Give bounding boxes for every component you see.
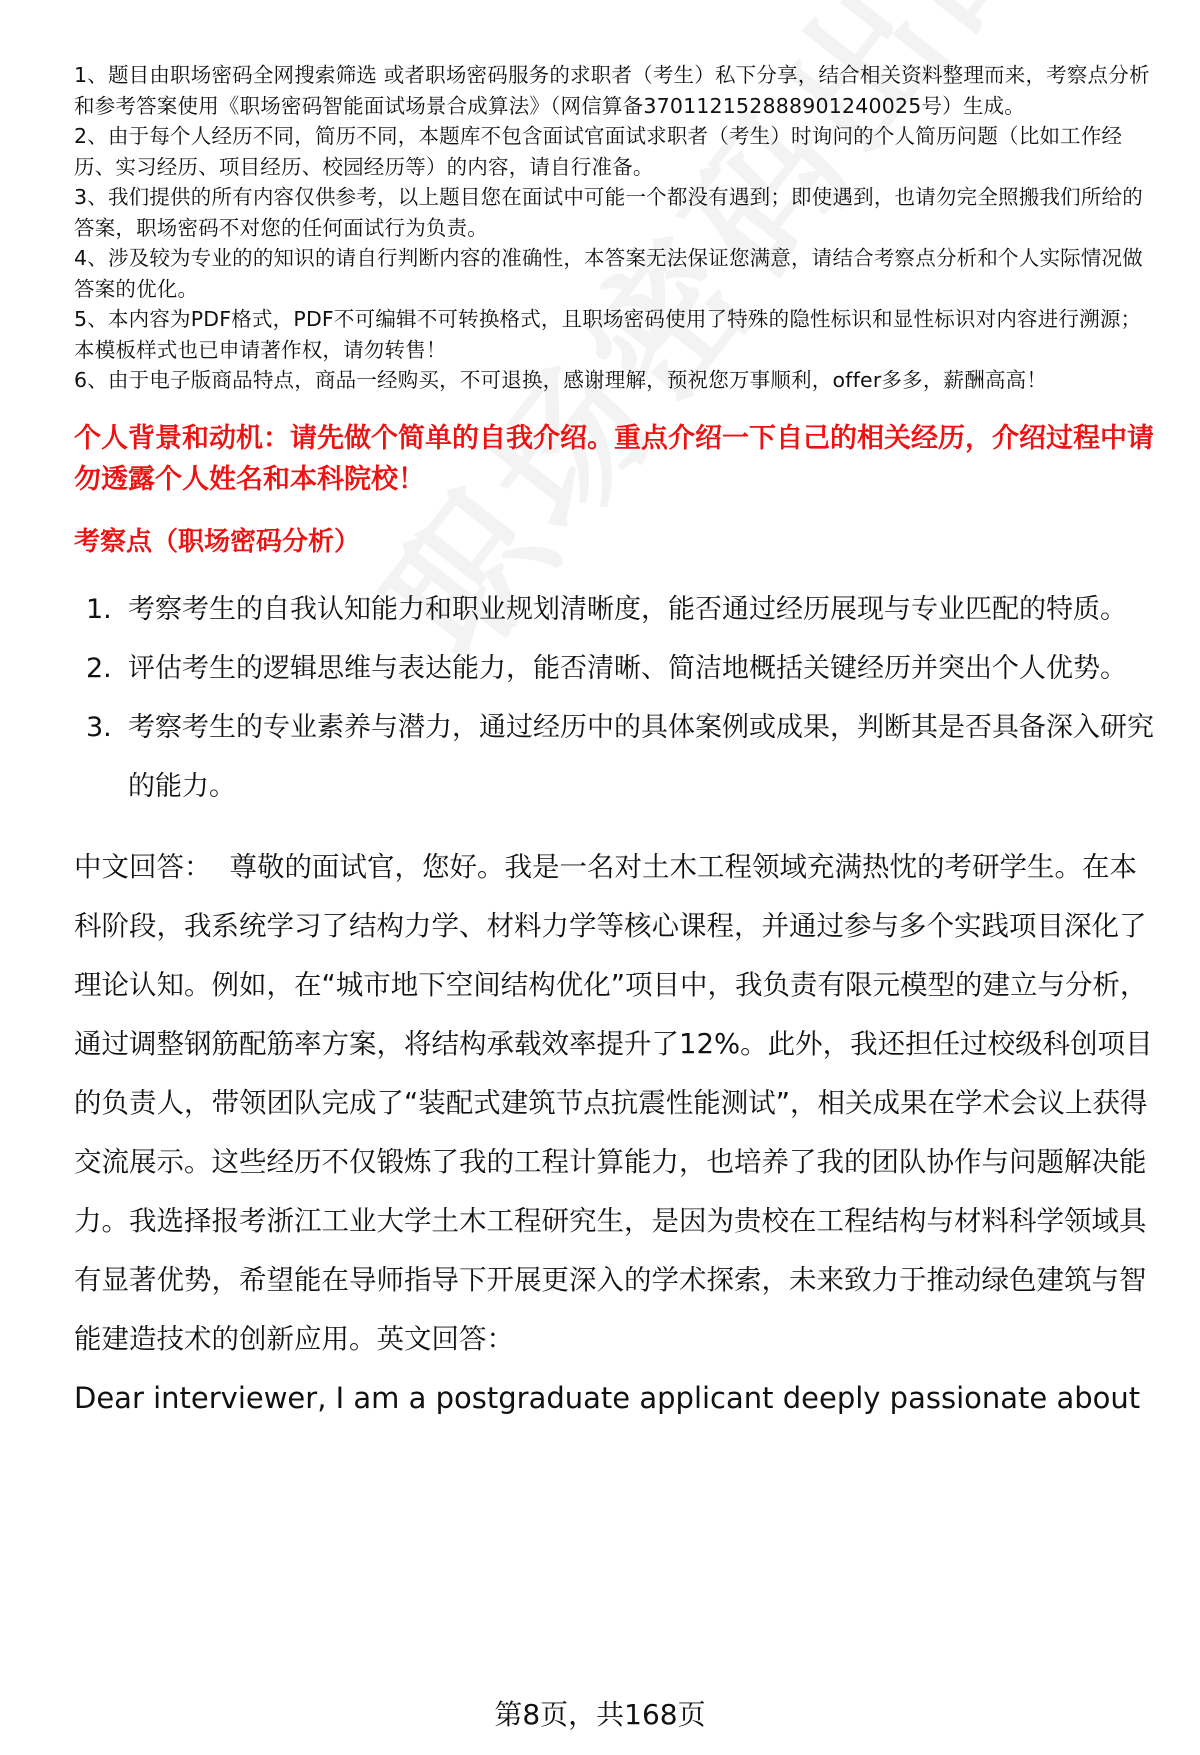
analysis-points — [74, 580, 1160, 816]
point-text: 考察考生的专业素养与潜力，通过经历中的具体案例或成果，判断其是否具备深入研究的能力。 — [128, 711, 1154, 802]
english-answer: Dear interviewer, I am a postgraduate applicant deeply passionate about — [74, 1380, 1141, 1415]
note-item: 5、本内容为PDF格式，PDF不可编辑不可转换格式，且职场密码使用了特殊的隐性标识和显性标识对内容进行溯源；本模板样式也已申请著作权，请勿转售！ — [74, 307, 1142, 362]
point-number: 2. — [86, 652, 112, 684]
note-item: 3、我们提供的所有内容仅供参考，以上题目您在面试中可能一个都没有遇到；即使遇到，也请勿完全照搬我们所给的答案，职场密码不对您的任何面试行为负责。 — [74, 185, 1143, 240]
page-footer: 第8页，共168页 — [494, 1698, 706, 1731]
note-item: 2、由于每个人经历不同，简历不同，本题库不包含面试官面试求职者（考生）时询问的个人简历问题（比如工作经历、实习经历、项目经历、校园经历等）的内容，请自行准备。 — [74, 124, 1123, 179]
note-item: 6、由于电子版商品特点，商品一经购买，不可退换，感谢理解，预祝您万事顺利，offer多多，薪酬高高！ — [74, 368, 1048, 392]
answer-text: 尊敬的面试官，您好。我是一名对土木工程领域充满热忱的考研学生。在本科阶段，我系统学习了结构力学、材料力学等核心课程，并通过参与多个实践项目深化了理论认知。例如，在“城市地下空间结构优化”项目中，我负责有限元模型的建立与分析，通过调整钢筋配筋率方案，将结构承载效率提升了12%。此外，我还担任过校级科创项目的负责人，带领团队完成了“装配式建筑节点抗震性能测试”，相关成果在学术会议上获得交流展示。这些经历不仅锻炼了我的工程计算能力，也培养了我的团队协作与问题解决能力。我选择报考浙江工业大学土木工程研究生，是因为贵校在工程结构与材料科学领域具有显著优势，希望能在导师指导下开展更深入的学术探索，未来致力于推动绿色建筑与智能建造技术的创新应用。英文回答： — [74, 850, 1153, 1355]
point-text: 评估考生的逻辑思维与表达能力，能否清晰、简洁地概括关键经历并突出个人优势。 — [128, 652, 1127, 684]
analysis-point — [74, 698, 1160, 816]
point-number: 1. — [86, 593, 112, 625]
analysis-point — [74, 639, 1160, 698]
page-content — [74, 60, 1160, 1428]
analysis-heading: 考察点（职场密码分析） — [74, 526, 361, 557]
note-item: 4、涉及较为专业的的知识的请自行判断内容的准确性，本答案无法保证您满意，请结合考察点分析和个人实际情况做答案的优化。 — [74, 246, 1143, 301]
answer-paragraph — [74, 838, 1160, 1369]
answer-label: 中文回答： — [74, 850, 212, 883]
note-item: 1、题目由职场密码全网搜索筛选 或者职场密码服务的求职者（考生）私下分享，结合相关资料整理而来，考察点分析和参考答案使用《职场密码智能面试场景合成算法》（网信算备370112152888901240025号）生成。 — [74, 63, 1150, 118]
disclaimer-notes — [74, 60, 1160, 396]
question-title: 个人背景和动机：请先做个简单的自我介绍。重点介绍一下自己的相关经历，介绍过程中请勿透露个人姓名和本科院校！ — [74, 422, 1154, 495]
analysis-point — [74, 580, 1160, 639]
point-text: 考察考生的自我认知能力和职业规划清晰度，能否通过经历展现与专业匹配的特质。 — [128, 593, 1127, 625]
point-number: 3. — [86, 711, 112, 743]
